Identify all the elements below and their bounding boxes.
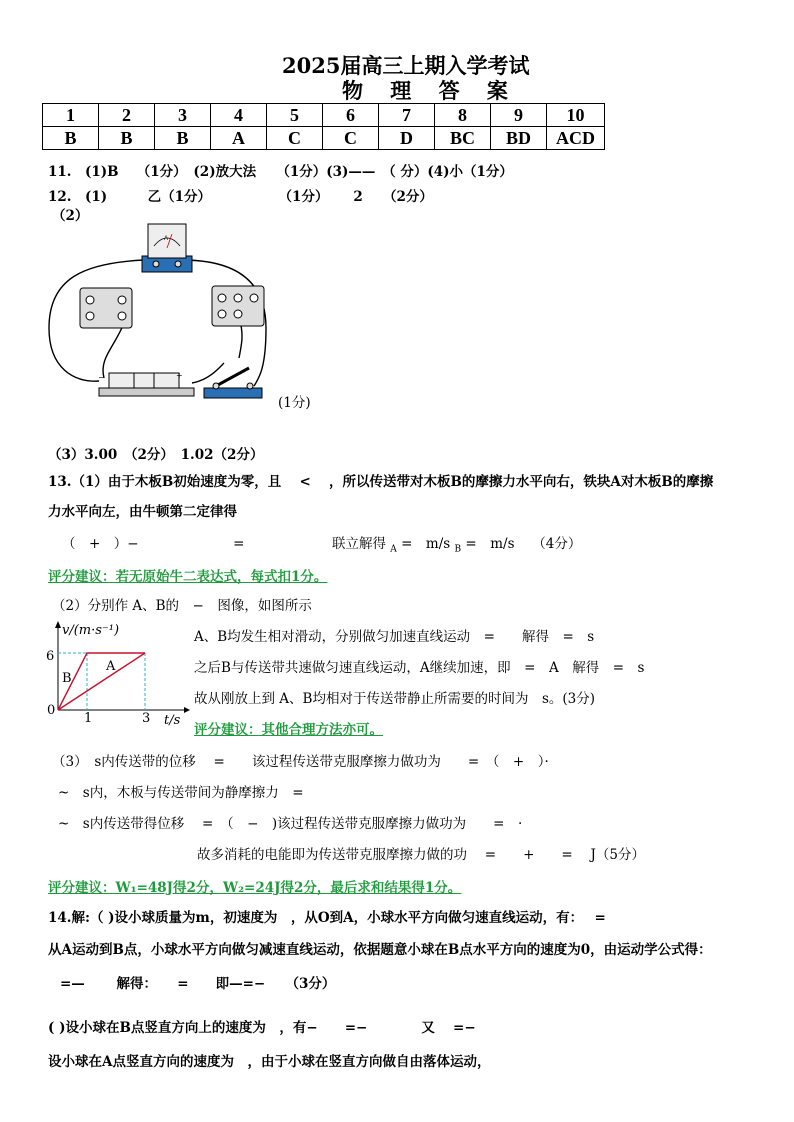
table-cell: 9 [491,104,547,127]
table-cell: 1 [43,104,99,127]
q13-part3-line4: 故多消耗的电能即为传送带克服摩擦力做的功 = + = J（5分） [197,847,646,863]
q13-b-value: = m/s （4分） [465,536,582,552]
wire [103,323,124,378]
q11-answer: 11. (1)B （1分） (2)放大法 （1分）(3)—— （ 分）(4)小（1分） [48,164,513,180]
q13-scoring-note-3: 评分建议：W₁=48J得2分，W₂=24J得2分，最后求和结果得1分。 [48,880,462,896]
table-cell: 3 [155,104,211,127]
q13-scoring-note-2: 评分建议：其他合理方法亦可。 [194,722,383,738]
q12-circuit-score: (1分) [278,395,311,411]
table-cell: B [99,127,155,150]
q12-part3: （3）3.00 （2分） 1.02（2分） [48,447,264,463]
q13-part1-eq: （ + ）− = [62,536,245,552]
q14-line3: =— 解得： = 即—=− （3分） [60,976,336,992]
page-title: 2025届高三上期入学考试 [282,53,530,78]
origin-label: 0 [47,703,56,718]
answer-table-header-row [43,104,605,127]
battery-minus-label: − [98,373,105,382]
q13-part2-line2: 之后B与传送带共速做匀速直线运动，A继续加速，即 = A 解得 = s [194,660,645,676]
meter-letter: A [164,236,169,242]
y-axis-label: v/(m·s⁻¹) [62,623,120,638]
q14-line5: 设小球在A点竖直方向的速度为 ，由于小球在竖直方向做自由落体运动， [48,1054,491,1070]
q13-part1-solve [332,532,581,555]
y-tick-label: 6 [46,649,55,664]
x-axis-arrow-icon [184,707,190,713]
q13-scoring-note-1: 评分建议：若无原始牛二表达式，每式扣1分。 [48,569,328,585]
table-cell: 4 [211,104,267,127]
table-cell: B [43,127,99,150]
resistor-box-right-icon [212,286,264,326]
table-cell: 6 [323,104,379,127]
q13-part1-line2: 力水平向左，由牛顿第二定律得 [48,504,237,520]
switch-icon [204,368,262,398]
table-cell: B [155,127,211,150]
table-cell: BD [491,127,547,150]
y-axis-arrow-icon [55,621,61,628]
q12-part2-label: （2） [52,208,89,224]
table-cell: 8 [435,104,491,127]
answer-table-answer-row [43,127,605,150]
table-cell: BC [435,127,491,150]
table-cell: 7 [379,104,435,127]
q13-part3-line1: （3） s内传送带的位移 = 该过程传送带克服摩擦力做功为 = （ + ）· [52,754,549,770]
q14-line4: ( )设小球在B点竖直方向上的速度为 ，有− =− 又 =− [48,1020,476,1036]
circuit-diagram [44,218,274,408]
battery-plus-label: + [176,371,183,380]
x-tick-label: 1 [84,711,93,726]
q13-part2-line1: A、B均发生相对滑动，分别做匀加速直线运动 = 解得 = s [194,629,595,645]
q13-part3-line3: ~ s内传送带得位移 = （ − )该过程传送带克服摩擦力做功为 = · [58,816,523,832]
q13-a-subscript: A [390,544,397,555]
table-cell: C [267,127,323,150]
answer-table [42,103,605,150]
page-subtitle: 物 理 答 案 [342,78,518,103]
series-label-b: B [62,671,72,686]
q13-part3-line2: ~ s内，木板与传送带间为静摩擦力 = [58,785,304,801]
q12-part1: 12. (1) 乙（1分） （1分） 2 （2分） [48,189,433,205]
table-cell: C [323,127,379,150]
vt-graph [44,618,194,728]
q14-line1: 14.解:（ )设小球质量为m，初速度为 ，从O到A，小球水平方向做匀速直线运动，有： = [48,910,606,926]
q13-part1-line1: 13.（1）由于木板B初始速度为零，且 < ，所以传送带对木板B的摩擦力水平向右，铁块A对木板B的摩擦 [48,474,714,490]
table-cell: A [211,127,267,150]
x-tick-label: 3 [142,711,151,726]
series-label-a: A [106,659,116,674]
x-axis-label: t/s [164,713,181,728]
table-cell: 10 [547,104,605,127]
resistor-box-left-icon [80,288,132,328]
q13-solve-label: 联立解得 [332,536,386,552]
q13-a-value: = m/s [401,536,451,552]
table-cell: D [379,127,435,150]
table-cell: 5 [267,104,323,127]
q13-part2-line3: 故从刚放上到 A、B均相对于传送带静止所需要的时间为 s。(3分) [194,691,596,707]
ammeter-icon [142,224,192,272]
q14-line2: 从A运动到B点，小球水平方向做匀减速直线运动，依据题意小球在B点水平方向的速度为0，由运动学公式得： [48,942,712,958]
table-cell: 2 [99,104,155,127]
q13-part2-intro: （2）分别作 A、B的 − 图像，如图所示 [52,598,312,614]
wire [192,363,224,383]
table-cell: ACD [547,127,605,150]
q13-b-subscript: B [454,544,462,555]
